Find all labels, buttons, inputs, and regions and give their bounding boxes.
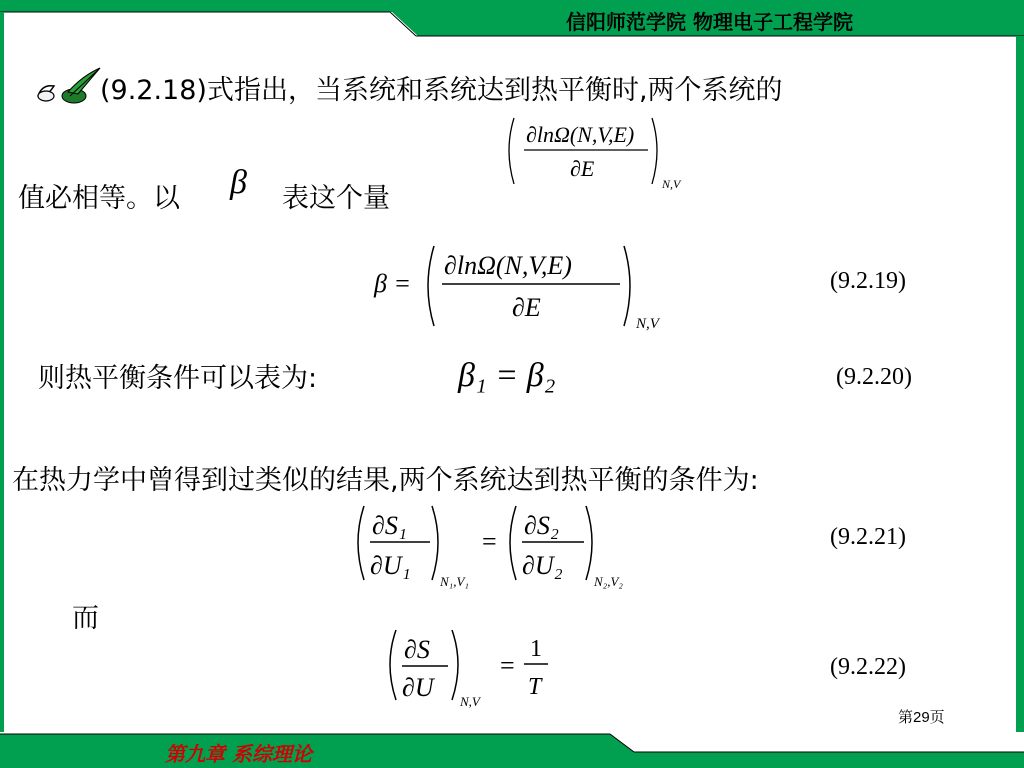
paragraph-4: 而: [72, 603, 99, 634]
paragraph-1-line-2: 值必相等。以: [18, 183, 180, 214]
inline-derivative-expression: [500, 112, 700, 192]
paragraph-1-line-1: (9.2.18)式指出，当系统和系统达到热平衡时,两个系统的: [100, 75, 783, 106]
eq19-lhs: β =: [374, 269, 411, 298]
eq21-equals: =: [482, 527, 497, 556]
eq19-numerator: ∂lnΩ(N,V,E): [444, 251, 572, 280]
beta-symbol: β: [230, 164, 247, 201]
eq21-den2: ∂U₂: [522, 551, 563, 580]
inline-numerator: ∂lnΩ(N,V,E): [526, 122, 635, 147]
eq22-numerator: ∂S: [404, 635, 430, 664]
eq19-denominator: ∂E: [512, 293, 541, 322]
eq21-den1: ∂U₁: [370, 551, 411, 580]
equation-9-2-20: [456, 348, 596, 398]
header-title: 信阳师范学院 物理电子工程学院: [566, 10, 853, 34]
eq21-sub1: N₁,V₁: [440, 574, 469, 589]
eq21-num2: ∂S₂: [524, 511, 559, 540]
eq22-denominator: ∂U: [402, 673, 434, 702]
equation-number-9-2-20: (9.2.20): [836, 364, 912, 390]
eq22-rhs-num: 1: [530, 636, 542, 662]
equation-number-9-2-19: (9.2.19): [830, 268, 906, 294]
eq21-num1: ∂S₁: [372, 511, 407, 540]
footer-band: [0, 734, 1024, 768]
equation-9-2-22: [382, 626, 562, 716]
equation-number-9-2-21: (9.2.21): [830, 524, 906, 550]
eq22-subscript: N,V: [460, 694, 480, 709]
equation-9-2-19: [372, 236, 682, 336]
eq21-sub2: N₂,V₂: [594, 574, 623, 589]
chapter-title: 第九章 系综理论: [165, 742, 312, 766]
equation-number-9-2-22: (9.2.22): [830, 654, 906, 680]
header-band: [0, 0, 1024, 36]
eq22-rhs-den: T: [528, 674, 542, 700]
eq22-equals: =: [500, 651, 515, 680]
paragraph-3: 在热力学中曾得到过类似的结果,两个系统达到热平衡的条件为:: [12, 465, 759, 496]
inline-subscript: N,V: [662, 177, 681, 191]
paragraph-2: 则热平衡条件可以表为:: [38, 363, 318, 394]
eq20-expr: β₁ = β₂: [458, 357, 556, 394]
equation-9-2-21: [350, 500, 650, 596]
page-number: 第29页: [898, 709, 945, 726]
eq19-subscript: N,V: [636, 316, 659, 332]
quill-pen-icon: [32, 66, 102, 106]
paragraph-1-line-2-tail: 表这个量: [282, 183, 390, 214]
inline-denominator: ∂E: [570, 156, 595, 181]
